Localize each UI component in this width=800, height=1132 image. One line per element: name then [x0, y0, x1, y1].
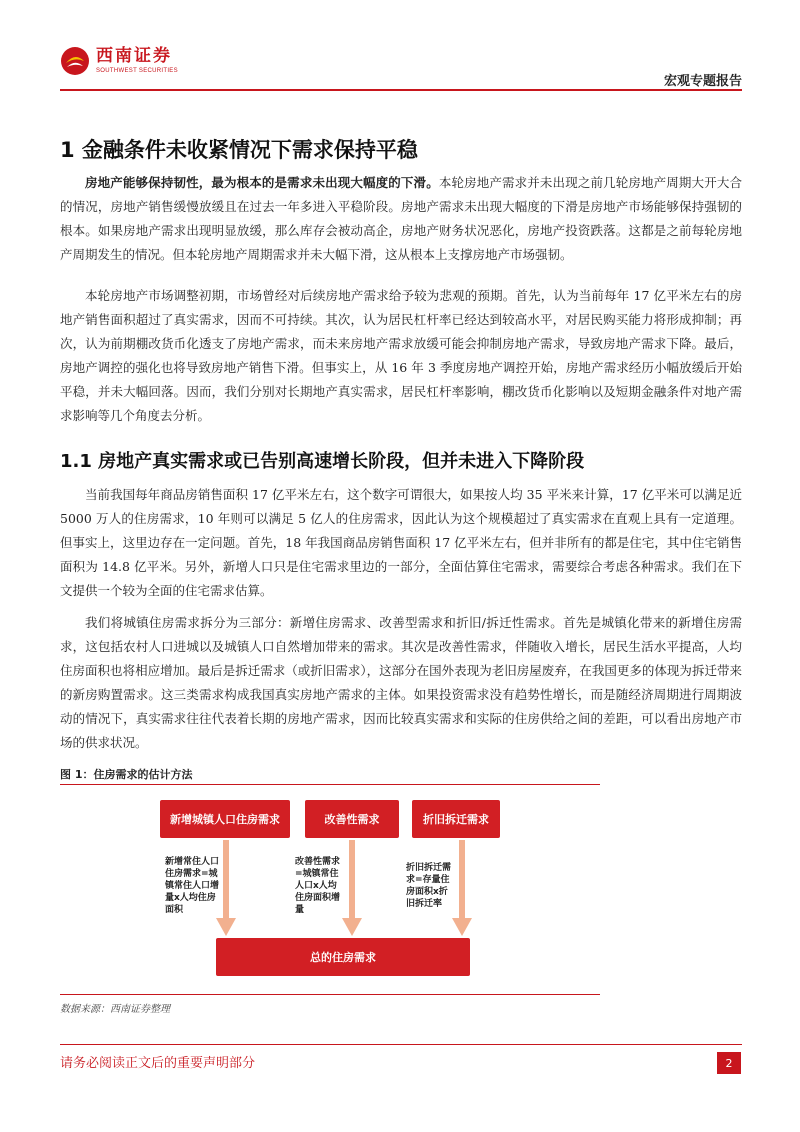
note-new-urban-demand: 新增常住人口 住房需求=城 镇常住人口增 量x人均住房 面积 [165, 857, 220, 915]
company-logo [60, 46, 178, 76]
note-demolition-demand: 折旧拆迁需 求=存量住 房面积x折 旧拆迁率 [406, 863, 452, 909]
section-heading-1: 1 金融条件未收紧情况下需求保持平稳 [60, 138, 418, 162]
arrow-down-middle [342, 840, 362, 936]
note-improvement-demand: 改善性需求 =城镇常住 人口x人均 住房面积增 量 [295, 857, 341, 915]
footer-disclaimer: 请务必阅读正文后的重要声明部分 [60, 1056, 256, 1071]
paragraph-1-lead: 房地产能够保持韧性，最为根本的是需求未出现大幅度的下滑。 [85, 175, 439, 190]
page-header [0, 0, 800, 100]
box-new-urban-demand: 新增城镇人口住房需求 [160, 800, 290, 838]
paragraph-1-body: 本轮房地产需求并未出现之前几轮房地产周期大开大合的情况，房地产销售缓慢放缓且在过去一年多进入平稳阶段。房地产需求未出现大幅度的下滑是房地产市场能够保持强韧的根本。如果房地产需求出现明显放缓，那么库存会被动高企，房地产财务状况恶化，房地产投资跌落。这都是之前每轮房地产周期发生的情况。但本轮房地产周期需求并未大幅下滑，这从根本上支撑房地产市场强韧。 [60, 175, 742, 262]
logo-chinese-name: 西南证券 [96, 46, 172, 66]
paragraph-2: 本轮房地产市场调整初期，市场曾经对后续房地产需求给予较为悲观的预期。首先，认为当前每年 17 亿平米左右的房地产销售面积超过了真实需求，因而不可持续。其次，认为居民杠杆率已经达到较高水平，对居民购买能力将形成抑制；再次，认为前期棚改货币化透支了房地产需求，而未来房地产需求放缓可能会抑制房地产需求，导致房地产需求下降。最后，房地产调控的强化也将导致房地产销售下滑。但事实上，从 16 年 3 季度房地产调控开始，房地产需求经历小幅放缓后开始平稳，并未大幅回落。因而，我们分别对长期地产真实需求，居民杠杆率影响，棚改货币化影响以及短期金融条件对地产需求影响等几个角度去分析。 [60, 288, 742, 423]
box-demolition-demand: 折旧拆迁需求 [412, 800, 500, 838]
arrow-down-right [452, 840, 472, 936]
box-improvement-demand: 改善性需求 [305, 800, 399, 838]
box-total-demand: 总的住房需求 [216, 938, 470, 976]
figure-source: 数据来源：西南证券整理 [60, 1004, 170, 1015]
paragraph-3: 当前我国每年商品房销售面积 17 亿平米左右，这个数字可谓很大，如果按人均 35 平米来计算，17 亿平米可以满足近 5000 万人的住房需求，10 年则可以满足 5 亿人的住房需求，因此认为这个规模超过了真实需求在直观上具有一定道理。但事实上，这里边存在一定问题。首先，18 年我国商品房销售面积 17 亿平米左右，但并非所有的都是住宅，其中住宅销售面积为 14.8 亿平米。另外，新增人口只是住宅需求里边的一部分，全面估算住宅需求，需要综合考虑各种需求。我们在下文提供一个较为全面的住宅需求估算。 [60, 487, 742, 598]
logo-english-name: SOUTHWEST SECURITIES [96, 68, 178, 74]
figure-top-rule [60, 784, 600, 785]
header-divider [60, 89, 742, 91]
figure-caption: 图 1：住房需求的估计方法 [60, 768, 193, 781]
paragraph-1 [60, 171, 742, 267]
arrow-down-left [216, 840, 236, 936]
section-heading-1-1: 1.1 房地产真实需求或已告别高速增长阶段，但并未进入下降阶段 [60, 451, 585, 472]
footer-divider [60, 1044, 742, 1045]
paragraph-4: 我们将城镇住房需求拆分为三部分：新增住房需求、改善型需求和折旧/拆迁性需求。首先是城镇化带来的新增住房需求，这包括农村人口进城以及城镇人口自然增加带来的需求。其次是改善性需求，伴随收入增长，居民生活水平提高，人均住房面积也将相应增加。最后是拆迁需求（或折旧需求），这部分在国外表现为老旧房屋废弃，在我国更多的体现为拆迁带来的新房购置需求。这三类需求构成我国真实房地产需求的主体。如果投资需求没有趋势性增长，而是随经济周期进行周期波动的情况下，真实需求往往代表着长期的房地产需求，因而比较真实需求和实际的住房供给之间的差距，可以看出房地产市场的供求状况。 [60, 615, 742, 750]
page-number: 2 [717, 1052, 741, 1074]
logo-icon [60, 46, 90, 76]
report-type: 宏观专题报告 [663, 74, 742, 89]
figure-bottom-rule [60, 994, 600, 995]
